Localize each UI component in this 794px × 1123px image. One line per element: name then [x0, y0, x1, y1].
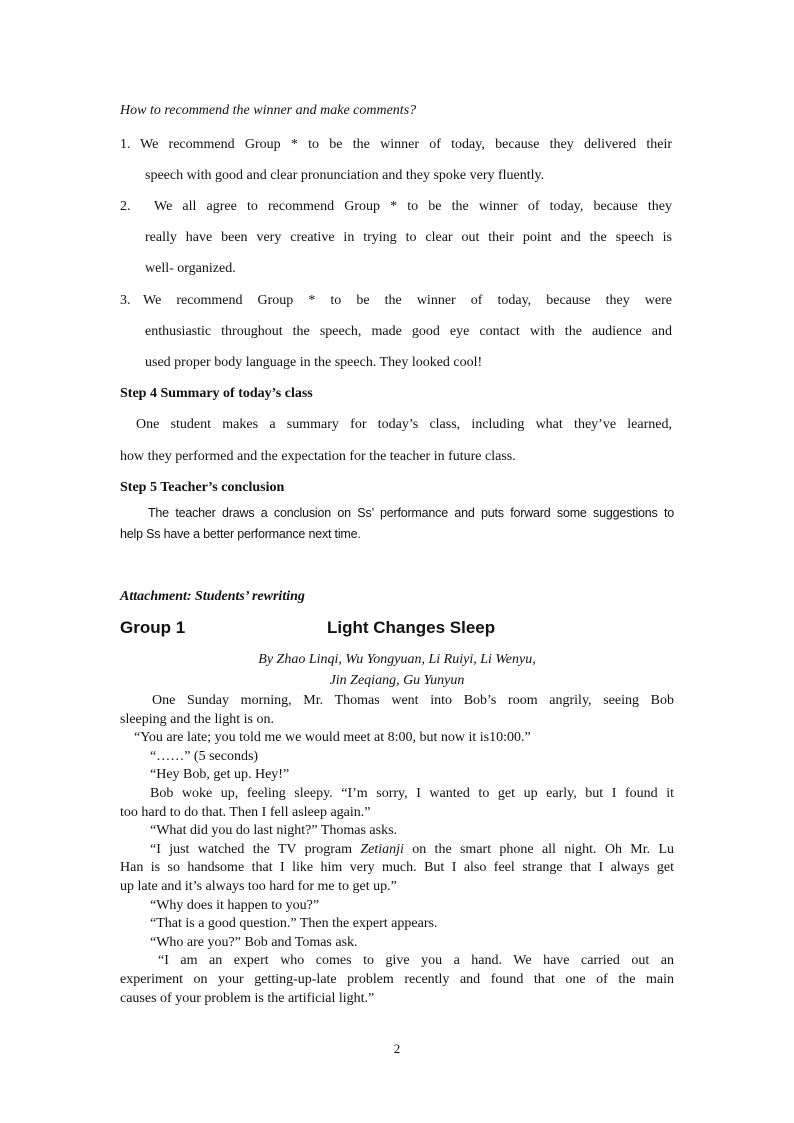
list-item-line: We all agree to recommend Group * to be the winner of today, because they [154, 199, 672, 214]
list-item-number: 2. [120, 199, 131, 214]
step5-line: help Ss have a better performance next time. [120, 527, 361, 541]
authors-line: Jin Zeqiang, Gu Yunyun [329, 673, 465, 688]
list-item-line: used proper body language in the speech. They looked cool! [145, 355, 483, 370]
list-item-line: We recommend Group * to be the winner of today, because they were [143, 293, 672, 308]
story-line: causes of your problem is the artificial light.” [120, 990, 375, 1006]
story-title: Light Changes Sleep [327, 618, 496, 637]
story-line: Han is so handsome that I like him very much. But I also feel strange that I always get [120, 860, 674, 876]
step5-heading: Step 5 Teacher’s conclusion [120, 480, 285, 495]
step4-heading: Step 4 Summary of today’s class [120, 386, 313, 401]
group-label: Group 1 [120, 618, 186, 637]
story-line: up late and it’s always too hard for me to get up.” [120, 879, 397, 894]
story-line: “Why does it happen to you?” [150, 897, 320, 913]
list-item-line: well- organized. [145, 261, 236, 276]
story-line: “I am an expert who comes to give you a hand. We have carried out an [158, 953, 674, 969]
list-item-number: 3. [120, 293, 131, 308]
step4-line: how they performed and the expectation for the teacher in future class. [120, 449, 516, 464]
story-line: experiment on your getting-up-late problem recently and found that one of the main [120, 972, 674, 987]
page-number: 2 [393, 1041, 401, 1056]
story-line: “Who are you?” Bob and Tomas ask. [150, 934, 358, 950]
list-item-number: 1. [120, 137, 131, 152]
attachment-heading: Attachment: Students’ rewriting [120, 589, 305, 604]
story-line: Bob woke up, feeling sleepy. “I’m sorry, I wanted to get up early, but I found it [150, 786, 674, 801]
recommend-heading: How to recommend the winner and make comments? [120, 103, 417, 118]
step5-line: The teacher draws a conclusion on Ss’ performance and puts forward some suggestions to [148, 506, 674, 520]
story-line: “Hey Bob, get up. Hey!” [150, 767, 290, 783]
story-line: One Sunday morning, Mr. Thomas went into Bob’s room angrily, seeing Bob [152, 693, 674, 708]
step4-line: One student makes a summary for today’s class, including what they’ve learned, [136, 417, 672, 432]
list-item-line: really have been very creative in trying to clear out their point and the speech is [145, 230, 672, 245]
list-item-line: speech with good and clear pronunciation and they spoke very fluently. [145, 168, 545, 183]
authors-line: By Zhao Linqi, Wu Yongyuan, Li Ruiyi, Li Wenyu, [258, 652, 536, 667]
story-line: “I just watched the TV program Zetianji on the smart phone all night. Oh Mr. Lu [150, 841, 674, 857]
story-line: sleeping and the light is on. [120, 711, 274, 727]
story-line: “That is a good question.” Then the expert appears. [150, 916, 438, 932]
story-line: “What did you do last night?” Thomas asks. [150, 823, 398, 839]
story-line: “You are late; you told me we would meet at 8:00, but now it is10:00.” [134, 730, 531, 746]
list-item-line: We recommend Group * to be the winner of today, because they delivered their [140, 137, 672, 152]
story-line: “……” (5 seconds) [150, 748, 259, 764]
list-item-line: enthusiastic throughout the speech, made good eye contact with the audience and [145, 324, 672, 339]
story-line: too hard to do that. Then I fell asleep again.” [120, 804, 371, 820]
program-name: Zetianji [360, 841, 404, 857]
